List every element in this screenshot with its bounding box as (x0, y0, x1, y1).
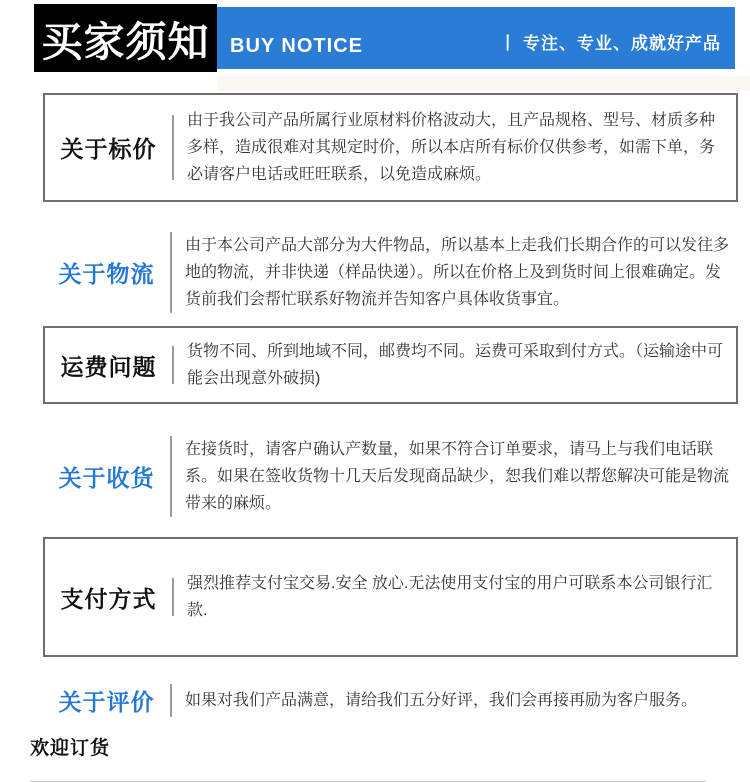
header (34, 4, 750, 72)
section-freight-text: 货物不同、所到地域不同，邮费均不同。运费可采取到付方式。（运输途中可能会出现意外破损) (187, 343, 724, 387)
section-pricing-body (174, 107, 736, 188)
section-receiving (43, 436, 738, 517)
header-title-en: BUY NOTICE (230, 34, 363, 57)
section-logistics-body (172, 232, 738, 313)
section-feedback-text: 如果对我们产品满意，请给我们五分好评，我们会再接再励为客户服务。 (185, 692, 698, 709)
section-receiving-body (172, 436, 738, 517)
section-feedback-body (172, 684, 738, 717)
section-freight-body (174, 338, 736, 392)
section-receiving-text: 在接货时，请客户确认产数量，如果不符合订单要求，请马上与我们电话联系。如果在签收货物十几天后发现商品缺少，恕我们难以帮您解决可能是物流带来的麻烦。 (185, 441, 730, 512)
section-pricing-text: 由于我公司产品所属行业原材料价格波动大，且产品规格、型号、材质多种多样，造成很难对其规定时价，所以本店所有标价仅供参考，如需下单，务必请客户电话或旺旺联系，以免造成麻烦。 (187, 112, 716, 183)
header-title-cn (34, 4, 217, 72)
section-pricing-title: 关于标价 (60, 136, 157, 162)
section-freight (43, 326, 738, 404)
section-receiving-title: 关于收货 (58, 465, 155, 491)
header-title-cn-text: 买家须知 (41, 18, 210, 65)
section-payment-title: 支付方式 (60, 585, 157, 612)
section-pricing (43, 93, 738, 202)
header-shadow-strip (217, 76, 750, 91)
section-feedback (43, 684, 738, 717)
welcome-note: 欢迎订货 (30, 738, 111, 759)
header-slogan: 丨 专注、专业、成就好产品 (499, 33, 721, 53)
section-payment-body (174, 570, 736, 624)
section-freight-title: 运费问题 (60, 353, 157, 380)
section-logistics-title: 关于物流 (58, 261, 155, 287)
notice-sections (0, 93, 750, 717)
section-payment (43, 537, 738, 657)
section-payment-text: 强烈推荐支付宝交易.安全 放心.无法使用支付宝的用户可联系本公司银行汇款. (187, 575, 713, 619)
section-feedback-title: 关于评价 (58, 689, 155, 715)
section-logistics (43, 232, 738, 313)
section-logistics-text: 由于本公司产品大部分为大件物品，所以基本上走我们长期合作的可以发往多地的物流，并非快递（样品快递）。所以在价格上及到货时间上很难确定。发货前我们会帮忙联系好物流并告知客户具体收货事宜。 (185, 237, 730, 308)
header-banner (217, 7, 735, 69)
